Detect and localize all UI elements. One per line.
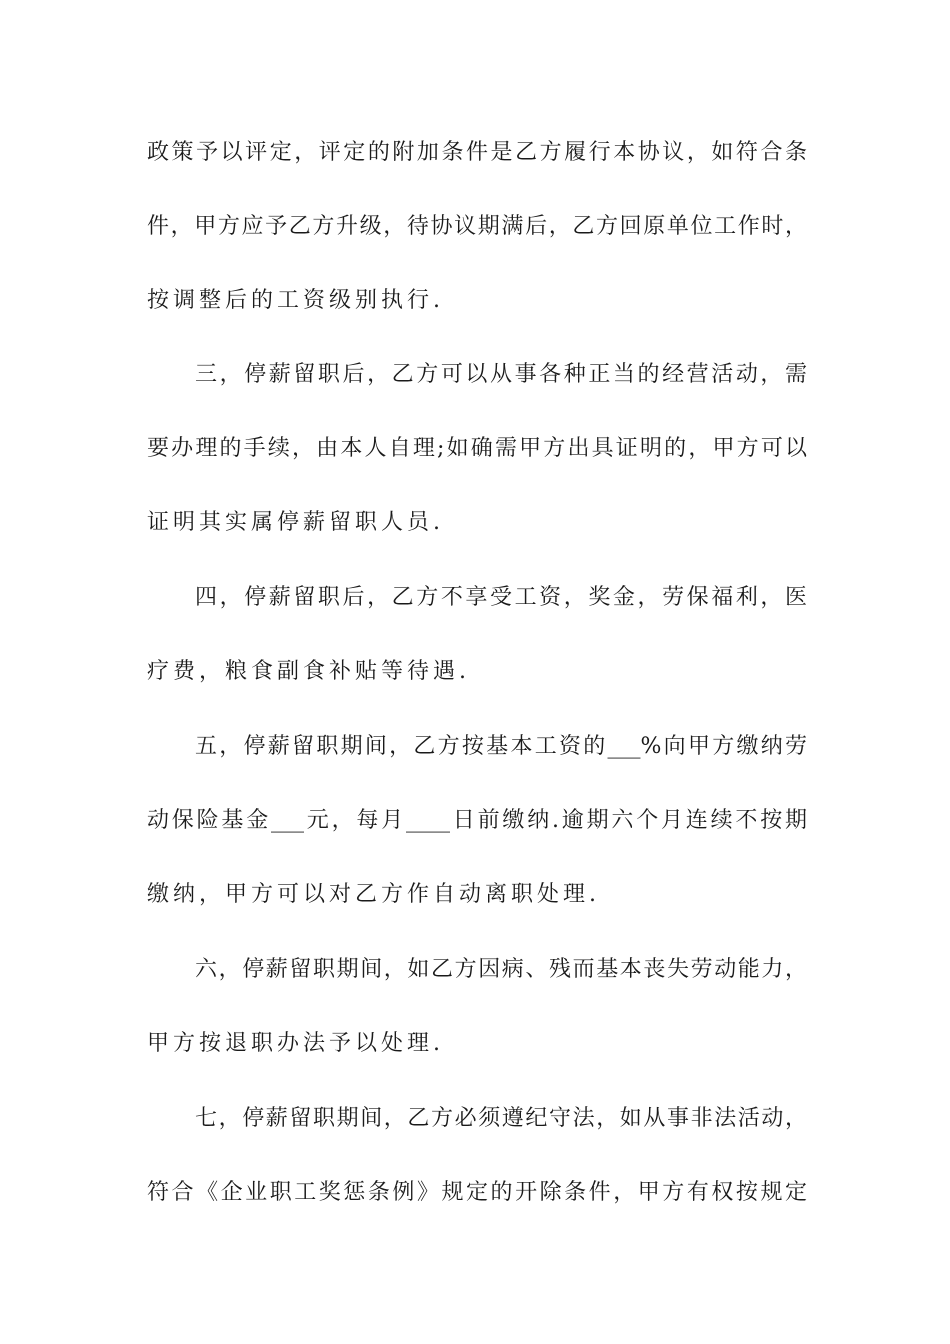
paragraph-start-line: 四，停薪留职后，乙方不享受工资，奖金，劳保福利，医 [195, 585, 807, 610]
text-line: 证明其实属停薪留职人员. [147, 510, 444, 535]
paragraph-start-line: 五，停薪留职期间，乙方按基本工资的___%向甲方缴纳劳 [195, 734, 807, 759]
paragraph-start-line: 七，停薪留职期间，乙方必须遵纪守法，如从事非法活动， [195, 1106, 807, 1131]
text-line: 按调整后的工资级别执行. [147, 288, 444, 313]
text-line: 件，甲方应予乙方升级，待协议期满后，乙方回原单位工作时， [147, 214, 807, 239]
text-line: 甲方按退职办法予以处理. [147, 1031, 444, 1056]
text-line: 要办理的手续，由本人自理;如确需甲方出具证明的，甲方可以 [147, 436, 807, 461]
text-line: 符合《企业职工奖惩条例》规定的开除条件，甲方有权按规定 [147, 1180, 807, 1205]
text-line: 缴纳，甲方可以对乙方作自动离职处理. [147, 882, 600, 907]
text-line: 疗费，粮食副食补贴等待遇. [147, 659, 470, 684]
text-line: 政策予以评定，评定的附加条件是乙方履行本协议，如符合条 [147, 140, 807, 165]
text-line: 动保险基金___元，每月____日前缴纳.逾期六个月连续不按期 [147, 808, 807, 833]
paragraph-start-line: 三，停薪留职后，乙方可以从事各种正当的经营活动，需 [195, 362, 807, 387]
paragraph-start-line: 六，停薪留职期间，如乙方因病、残而基本丧失劳动能力， [195, 957, 807, 982]
